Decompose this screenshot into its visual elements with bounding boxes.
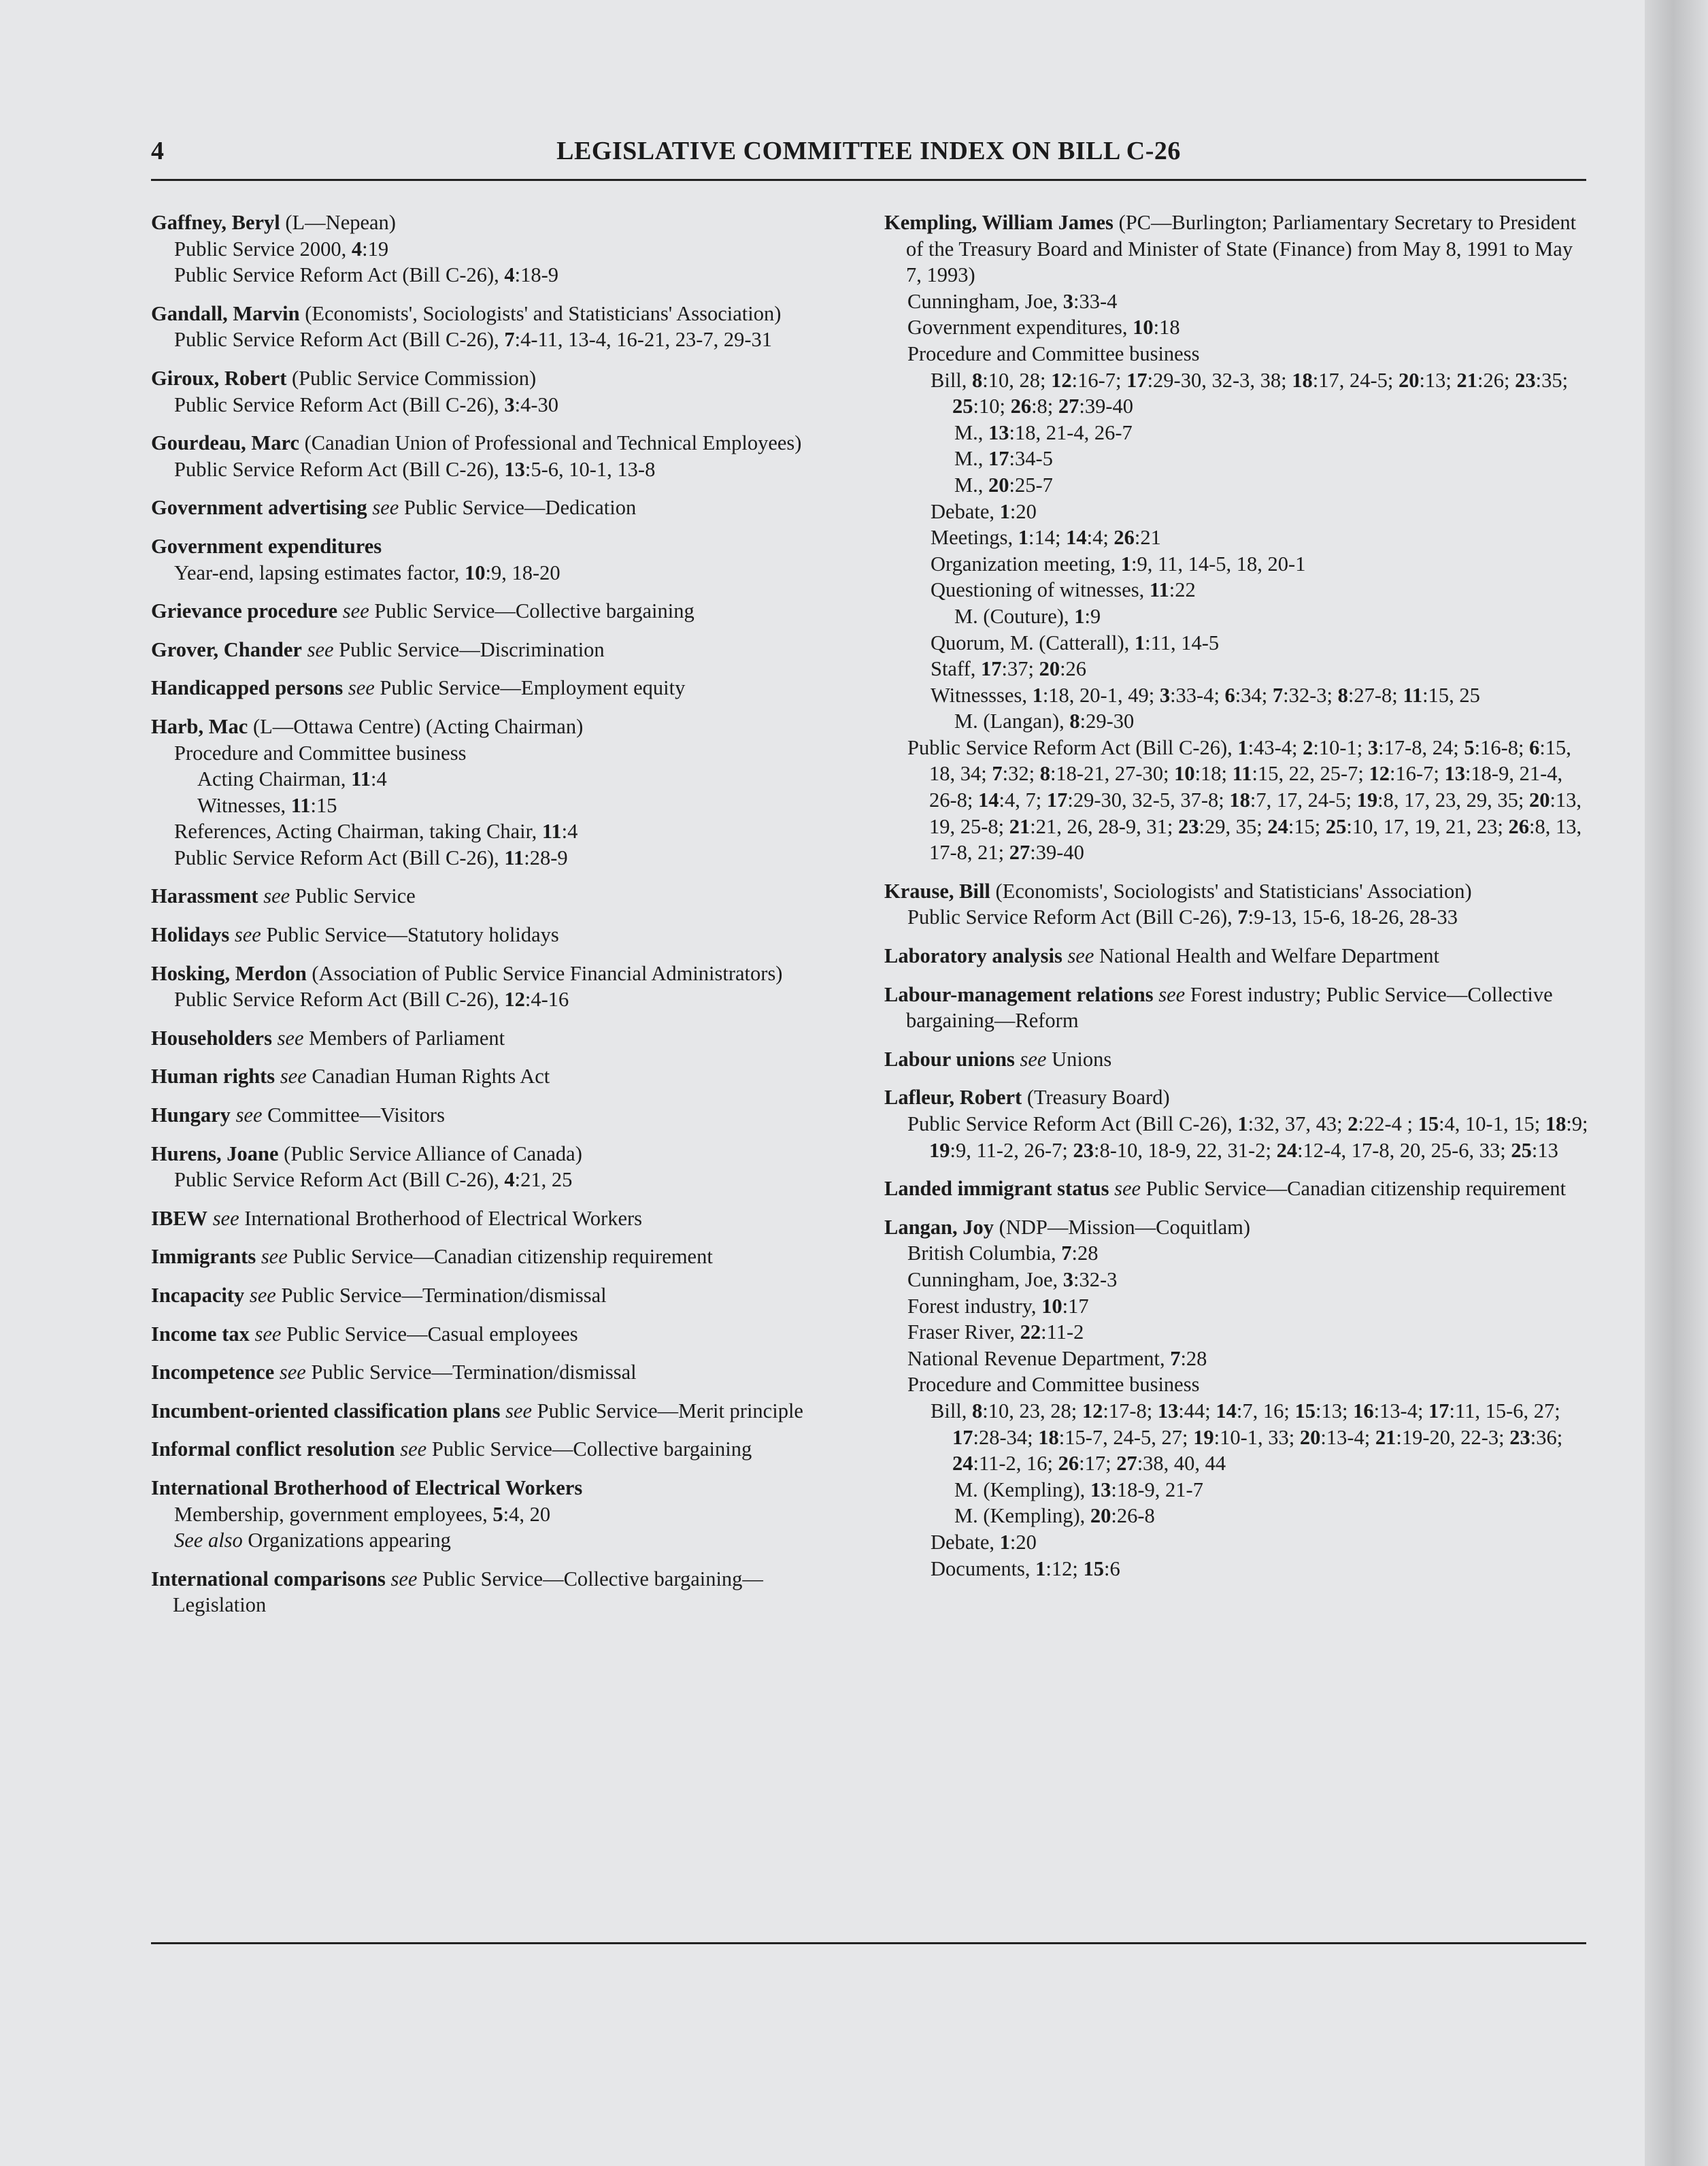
- index-entry-heading: [151, 1359, 838, 1386]
- index-subentry: M., 13:18, 21-4, 26-7: [954, 420, 1133, 444]
- index-subentry: Procedure and Committee business: [907, 341, 1200, 365]
- index-entry: [151, 1398, 838, 1424]
- index-subentry: M. (Kempling), 13:18-9, 21-7: [954, 1478, 1203, 1501]
- index-subentry: Cunningham, Joe, 3:33-4: [907, 289, 1118, 313]
- index-term: Householders: [151, 1026, 272, 1050]
- index-subentry: M. (Couture), 1:9: [954, 604, 1101, 628]
- see-reference: see: [249, 1284, 276, 1307]
- index-entry-heading: [151, 1102, 838, 1129]
- index-entry: [151, 1321, 838, 1348]
- index-entry-heading: [151, 533, 838, 560]
- index-entry: [884, 878, 1592, 931]
- index-entry-heading: [151, 430, 838, 456]
- index-entry: [151, 675, 838, 701]
- index-entry-heading: [151, 1321, 838, 1348]
- index-term: IBEW: [151, 1206, 208, 1230]
- index-entry: [151, 637, 838, 663]
- index-entry-heading: [151, 714, 838, 740]
- index-subentry: Debate, 1:20: [931, 1530, 1037, 1554]
- index-subentry: Public Service Reform Act (Bill C-26), 7:9-13, 15-6, 18-26, 28-33: [907, 905, 1458, 929]
- index-subentry: Year-end, lapsing estimates factor, 10:9, 18-20: [174, 561, 560, 584]
- index-term: Hosking, Merdon: [151, 961, 307, 985]
- index-subentry: Meetings, 1:14; 14:4; 26:21: [931, 526, 1161, 550]
- index-entry-heading: [151, 1025, 838, 1052]
- index-entry-heading: [884, 1214, 1592, 1241]
- see-reference: see: [1067, 944, 1094, 968]
- index-term: International comparisons: [151, 1567, 386, 1590]
- index-entry-detail: National Health and Welfare Department: [1094, 944, 1440, 968]
- index-entry-detail: (Canadian Union of Professional and Technical Employees): [299, 431, 802, 455]
- index-entry: [151, 1025, 838, 1052]
- see-reference: see: [400, 1437, 427, 1461]
- page-number: 4: [151, 137, 164, 165]
- index-entry: [884, 1084, 1592, 1163]
- index-column-left: [151, 210, 838, 1631]
- index-term: Handicapped persons: [151, 676, 344, 700]
- see-reference: see: [254, 1322, 282, 1346]
- index-entry: [151, 1063, 838, 1090]
- index-entry-detail: (NDP—Mission—Coquitlam): [994, 1215, 1251, 1239]
- see-reference: see: [261, 1245, 288, 1269]
- index-subentry: References, Acting Chairman, taking Chair, 11:4: [174, 820, 578, 844]
- index-entry: [151, 883, 838, 910]
- index-entry-heading: [151, 301, 838, 327]
- footer-rule: [151, 1942, 1586, 1944]
- index-subentry: British Columbia, 7:28: [907, 1242, 1099, 1265]
- see-reference: see: [263, 884, 290, 908]
- index-entry-detail: (Association of Public Service Financial Administrators): [306, 961, 783, 985]
- index-subentry: Public Service Reform Act (Bill C-26), 7:4-11, 13-4, 16-21, 23-7, 29-31: [174, 328, 773, 352]
- see-reference: see: [372, 496, 399, 520]
- index-entry-heading: [884, 1176, 1592, 1202]
- index-term: Langan, Joy: [884, 1215, 994, 1239]
- index-term: Hurens, Joane: [151, 1142, 279, 1165]
- index-entry-detail: International Brotherhood of Electrical Workers: [239, 1206, 643, 1230]
- page-binding-edge: [1645, 0, 1708, 2166]
- index-term: Krause, Bill: [884, 879, 990, 903]
- see-reference: see: [1020, 1047, 1047, 1071]
- index-entry-detail: Public Service—Termination/dismissal: [305, 1361, 637, 1384]
- index-term: Labour-management relations: [884, 982, 1154, 1006]
- index-entry-heading: [151, 1436, 838, 1463]
- index-entry-heading: [151, 883, 838, 910]
- index-term: Hungary: [151, 1103, 231, 1127]
- index-term: Government expenditures: [151, 534, 382, 558]
- index-entry-heading: [884, 982, 1592, 1034]
- index-entry: [151, 301, 838, 353]
- see-reference: see: [234, 923, 261, 947]
- index-entry-heading: [884, 878, 1592, 905]
- index-entry: [884, 943, 1592, 969]
- index-subentry: Public Service Reform Act (Bill C-26), 12:4-16: [174, 988, 569, 1012]
- index-subentry: M. (Kempling), 20:26-8: [954, 1504, 1155, 1528]
- index-subentry: Questioning of witnesses, 11:22: [931, 578, 1196, 602]
- page-header: [151, 136, 1586, 174]
- index-entry: [151, 1141, 838, 1193]
- index-term: Human rights: [151, 1065, 275, 1088]
- index-entry: [151, 495, 838, 521]
- index-entry: [151, 1566, 838, 1618]
- index-term: Kempling, William James: [884, 211, 1113, 234]
- index-entry: [151, 430, 838, 482]
- index-entry: [151, 714, 838, 871]
- index-subentry: Government expenditures, 10:18: [907, 316, 1180, 339]
- index-entry: [151, 1475, 838, 1554]
- index-entry-detail: (L—Ottawa Centre) (Acting Chairman): [248, 714, 584, 738]
- index-entry-heading: [151, 495, 838, 521]
- index-entry-detail: Committee—Visitors: [262, 1103, 445, 1127]
- header-rule: [151, 179, 1586, 181]
- index-subentry: Public Service Reform Act (Bill C-26), 1:32, 37, 43; 2:22-4 ; 15:4, 10-1, 15; 18:9; 19:9, 11-2, 26-7; 23:8-10, 18-9, 22, 31-2; 24:12-4, 17-8, 20, 25-6, 33; 25:13: [907, 1112, 1588, 1162]
- index-term: Incumbent-oriented classification plans: [151, 1399, 501, 1422]
- index-entry-heading: [151, 598, 838, 624]
- see-reference: see: [390, 1567, 418, 1590]
- index-entry-heading: [884, 943, 1592, 969]
- index-subentry: Quorum, M. (Catterall), 1:11, 14-5: [931, 631, 1220, 654]
- index-term: International Brotherhood of Electrical Workers: [151, 1476, 583, 1499]
- index-term: Informal conflict resolution: [151, 1437, 395, 1461]
- index-term: Laboratory analysis: [884, 944, 1062, 968]
- index-entry-heading: [884, 210, 1592, 288]
- index-entry-heading: [151, 922, 838, 948]
- index-entry-detail: (Economists', Sociologists' and Statisticians' Association): [299, 301, 782, 325]
- index-subentry: Bill, 8:10, 28; 12:16-7; 17:29-30, 32-3, 38; 18:17, 24-5; 20:13; 21:26; 23:35; 25:10; 26:8; 27:39-40: [931, 368, 1569, 418]
- index-subentry: Procedure and Committee business: [907, 1373, 1200, 1397]
- index-entry-heading: [151, 1063, 838, 1090]
- see-reference: see: [235, 1103, 263, 1127]
- index-entry-detail: Public Service—Discrimination: [333, 637, 605, 661]
- index-term: Harassment: [151, 884, 258, 908]
- index-subentry: Procedure and Committee business: [174, 741, 467, 765]
- index-subentry: Membership, government employees, 5:4, 20: [174, 1502, 551, 1526]
- index-entry-detail: (Economists', Sociologists' and Statisticians' Association): [990, 879, 1472, 903]
- index-entry-heading: [151, 1398, 838, 1424]
- index-subentry: Staff, 17:37; 20:26: [931, 657, 1087, 681]
- index-entry-heading: [884, 1084, 1592, 1111]
- index-term: Incapacity: [151, 1284, 245, 1307]
- index-entry-heading: [151, 1282, 838, 1309]
- index-entry-heading: [151, 1205, 838, 1232]
- see-reference: see: [307, 637, 334, 661]
- index-entry-heading: [151, 365, 838, 392]
- see-reference: see: [279, 1361, 306, 1384]
- index-subentry: Bill, 8:10, 23, 28; 12:17-8; 13:44; 14:7, 16; 15:13; 16:13-4; 17:11, 15-6, 27; 17:28-34; 18:15-7, 24-5, 27; 19:10-1, 33; 20:13-4; 21:19-20, 22-3; 23:36; 24:11-2, 16; 26:17; 27:38, 40, 44: [931, 1399, 1563, 1476]
- index-term: Landed immigrant status: [884, 1177, 1109, 1201]
- index-term: Lafleur, Robert: [884, 1086, 1022, 1110]
- see-reference: see: [342, 599, 369, 623]
- index-subentry: Public Service Reform Act (Bill C-26), 4:18-9: [174, 263, 559, 287]
- index-term: Harb, Mac: [151, 714, 248, 738]
- index-term: Government advertising: [151, 496, 367, 520]
- index-entry-detail: Public Service—Merit principle: [532, 1399, 803, 1422]
- index-subentry: Fraser River, 22:11-2: [907, 1320, 1084, 1344]
- index-entry: [151, 1359, 838, 1386]
- index-entry-detail: Public Service—Dedication: [399, 496, 637, 520]
- index-entry-detail: Public Service: [290, 884, 416, 908]
- index-entry-detail: (Public Service Alliance of Canada): [278, 1142, 582, 1165]
- index-entry-detail: Public Service—Casual employees: [281, 1322, 578, 1346]
- index-term: Gaffney, Beryl: [151, 211, 280, 234]
- index-subentry: Witnessses, 1:18, 20-1, 49; 3:33-4; 6:34; 7:32-3; 8:27-8; 11:15, 25: [931, 683, 1480, 707]
- index-subentry: National Revenue Department, 7:28: [907, 1346, 1207, 1370]
- see-reference: see: [280, 1065, 307, 1088]
- see-reference: see: [1158, 982, 1186, 1006]
- index-entry: [884, 1046, 1592, 1073]
- index-entry-detail: Public Service—Canadian citizenship requirement: [1141, 1177, 1567, 1201]
- index-subentry: Witnesses, 11:15: [197, 793, 337, 817]
- index-entry-heading: [884, 1046, 1592, 1073]
- index-entry: [151, 1102, 838, 1129]
- index-entry: [151, 365, 838, 418]
- index-entry: [151, 961, 838, 1013]
- index-subentry: M. (Langan), 8:29-30: [954, 710, 1135, 733]
- index-term: Income tax: [151, 1322, 250, 1346]
- index-subentry: Public Service Reform Act (Bill C-26), 3:4-30: [174, 393, 559, 416]
- index-entry: [151, 1244, 838, 1270]
- index-term: Giroux, Robert: [151, 366, 287, 390]
- running-title: LEGISLATIVE COMMITTEE INDEX ON BILL C-26: [556, 137, 1181, 165]
- index-term: Labour unions: [884, 1047, 1015, 1071]
- index-entry: [884, 1214, 1592, 1582]
- index-term: Grievance procedure: [151, 599, 338, 623]
- index-entry-heading: [151, 961, 838, 987]
- see-reference: see: [1114, 1177, 1141, 1201]
- index-subentry: Public Service 2000, 4:19: [174, 237, 389, 261]
- index-entry: [151, 598, 838, 624]
- index-entry-detail: (Public Service Commission): [286, 366, 537, 390]
- see-reference: see: [212, 1206, 239, 1230]
- index-entry-detail: (PC—Burlington; Parliamentary Secretary to President of the Treasury Board and Minister of State (Finance) from May 8, 1991 to May 7, 1993): [906, 211, 1577, 287]
- index-entry: [151, 1282, 838, 1309]
- index-entry-detail: Members of Parliament: [303, 1026, 505, 1050]
- index-entry-detail: Canadian Human Rights Act: [306, 1065, 550, 1088]
- index-subentry: Public Service Reform Act (Bill C-26), 1:43-4; 2:10-1; 3:17-8, 24; 5:16-8; 6:15, 18, 34; 7:32; 8:18-21, 27-30; 10:18; 11:15, 22, 25-7; 12:16-7; 13:18-9, 21-4, 26-8; 14:4, 7; 17:29-30, 32-5, 37-8; 18:7, 17, 24-5; 19:8, 17, 23, 29, 35; 20:13, 19, 25-8; 21:21, 26, 28-9, 31; 23:29, 35; 24:15; 25:10, 17, 19, 21, 23; 26:8, 13, 17-8, 21; 27:39-40: [907, 735, 1582, 865]
- index-entry-detail: Public Service—Collective bargaining: [426, 1437, 752, 1461]
- index-term: Holidays: [151, 923, 230, 947]
- index-column-right: [884, 210, 1592, 1594]
- index-subentry: M., 17:34-5: [954, 447, 1053, 471]
- index-entry-heading: [151, 1475, 838, 1501]
- index-entry: [151, 922, 838, 948]
- index-subentry: Public Service Reform Act (Bill C-26), 11:28-9: [174, 846, 568, 869]
- index-subentry: Forest industry, 10:17: [907, 1294, 1089, 1318]
- index-entry-detail: (L—Nepean): [280, 211, 396, 234]
- index-entry-heading: [151, 675, 838, 701]
- index-entry-detail: Public Service—Collective bargaining: [369, 599, 694, 623]
- index-entry-heading: [151, 210, 838, 236]
- index-subentry: Organization meeting, 1:9, 11, 14-5, 18, 20-1: [931, 552, 1306, 576]
- index-entry-detail: (Treasury Board): [1022, 1086, 1170, 1110]
- index-entry-detail: Public Service—Statutory holidays: [261, 923, 559, 947]
- index-subentry: Public Service Reform Act (Bill C-26), 4:21, 25: [174, 1168, 573, 1192]
- index-subentry: Public Service Reform Act (Bill C-26), 13:5-6, 10-1, 13-8: [174, 457, 656, 481]
- see-reference: see: [348, 676, 375, 700]
- index-term: Gandall, Marvin: [151, 301, 300, 325]
- index-subentry: Debate, 1:20: [931, 499, 1037, 523]
- index-entry: [151, 210, 838, 288]
- index-term: Gourdeau, Marc: [151, 431, 299, 455]
- index-term: Immigrants: [151, 1245, 256, 1269]
- index-subentry: See also Organizations appearing: [174, 1529, 451, 1552]
- index-term: Grover, Chander: [151, 637, 302, 661]
- index-entry: [151, 1205, 838, 1232]
- index-entry-detail: Public Service—Canadian citizenship requirement: [287, 1245, 713, 1269]
- index-subentry: Cunningham, Joe, 3:32-3: [907, 1267, 1118, 1291]
- index-entry: [151, 533, 838, 586]
- index-entry-heading: [151, 1566, 838, 1618]
- index-term: Incompetence: [151, 1361, 275, 1384]
- index-entry-detail: Public Service—Employment equity: [374, 676, 686, 700]
- index-entry-detail: Unions: [1046, 1047, 1112, 1071]
- index-entry: [884, 982, 1592, 1034]
- see-reference: see: [505, 1399, 533, 1422]
- index-entry: [884, 1176, 1592, 1202]
- index-entry-detail: Public Service—Termination/dismissal: [275, 1284, 607, 1307]
- index-entry-heading: [151, 637, 838, 663]
- index-entry: [884, 210, 1592, 866]
- index-entry-heading: [151, 1244, 838, 1270]
- index-subentry: M., 20:25-7: [954, 473, 1053, 497]
- index-entry-detail: Forest industry; Public Service—Collective bargaining—Reform: [906, 982, 1553, 1033]
- index-subentry: Acting Chairman, 11:4: [197, 767, 387, 791]
- index-entry: [151, 1436, 838, 1463]
- index-entry-detail: Public Service—Collective bargaining—Legislation: [173, 1567, 763, 1617]
- index-subentry: Documents, 1:12; 15:6: [931, 1556, 1120, 1580]
- see-reference: see: [277, 1026, 304, 1050]
- index-entry-heading: [151, 1141, 838, 1167]
